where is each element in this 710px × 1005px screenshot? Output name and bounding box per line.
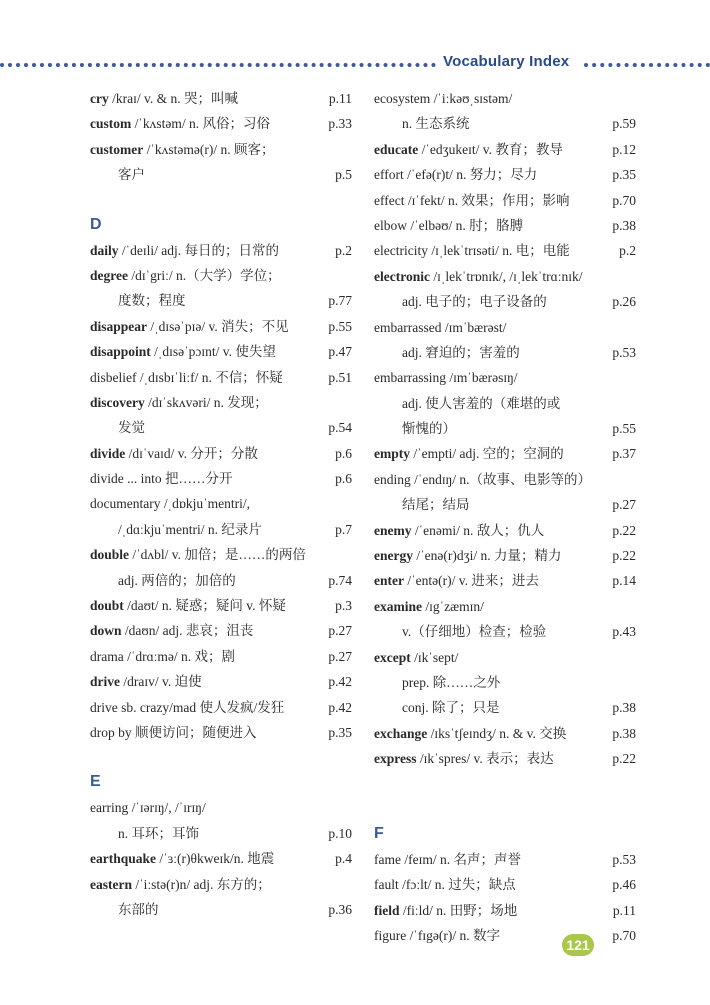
headword: ending <box>374 471 411 487</box>
entry-text <box>374 568 539 593</box>
index-entry <box>374 492 636 517</box>
definition: /dɪˈskʌvəri/ n. 发现； <box>144 394 268 410</box>
page-number-badge: 121 <box>562 934 594 956</box>
headword: exchange <box>374 725 428 741</box>
index-entry <box>90 568 352 593</box>
headword: customer <box>90 141 144 157</box>
definition: 东部的 <box>118 901 159 917</box>
headword: energy <box>374 548 413 564</box>
entry-text <box>374 721 566 746</box>
definition: /ɪgˈzæmɪn/ <box>422 598 484 614</box>
index-entry <box>374 162 636 187</box>
headword: except <box>374 649 411 665</box>
page-ref: p.6 <box>335 471 352 487</box>
page-ref: p.38 <box>612 700 636 716</box>
headword: drive sb. crazy/mad <box>90 699 197 715</box>
index-entry <box>374 645 636 670</box>
entry-text <box>90 491 250 516</box>
index-entry <box>374 315 636 340</box>
page-ref: p.22 <box>612 751 636 767</box>
page-ref: p.70 <box>612 928 636 944</box>
index-entry <box>374 416 636 441</box>
entry-text <box>374 315 506 340</box>
headword: enemy <box>374 522 412 538</box>
index-entry <box>374 86 636 111</box>
page-ref: p.37 <box>612 446 636 462</box>
definition: /ɪˌlekˈtrɪsəti/ n. 电；电能 <box>427 243 570 259</box>
entry-text <box>374 264 582 289</box>
entry-text <box>90 314 289 339</box>
headword: disbelief <box>90 369 137 385</box>
definition: 使人发疯/发狂 <box>196 699 285 715</box>
headword: educate <box>374 141 419 157</box>
page-ref: p.2 <box>335 242 352 258</box>
index-entry <box>90 137 352 162</box>
entry-text <box>90 339 276 364</box>
definition: /ˈenə(r)dʒi/ n. 力量；精力 <box>412 548 562 564</box>
entry-text <box>90 517 262 542</box>
headword: empty <box>374 446 410 462</box>
entry-text <box>374 441 564 466</box>
entry-text <box>90 390 268 415</box>
headword: eastern <box>90 876 132 892</box>
page-ref: p.46 <box>612 877 636 893</box>
entry-text <box>90 872 271 897</box>
index-entry <box>374 188 636 213</box>
definition: /ˈɪərɪŋ/, /ˈɪrɪŋ/ <box>128 800 206 816</box>
definition: /ˌdɪsəˈpɪə/ v. 消失；不见 <box>147 318 289 334</box>
index-entry <box>374 568 636 593</box>
index-entry <box>374 518 636 543</box>
definition: /draɪv/ v. 迫使 <box>120 674 202 690</box>
definition: 把……分开 <box>161 471 233 487</box>
headword: divide ... into <box>90 471 162 487</box>
entry-text <box>374 86 512 111</box>
headword: examine <box>374 598 422 614</box>
index-entry <box>374 847 636 872</box>
header-dotted-rule-left <box>0 63 436 67</box>
left-column <box>90 86 352 922</box>
headword: fault <box>374 877 399 893</box>
definition: /ˈkʌstəm/ n. 风俗；习俗 <box>131 116 270 132</box>
definition: n. 耳环；耳饰 <box>118 825 199 841</box>
section-letter <box>374 797 636 847</box>
definition: 客户 <box>118 167 145 183</box>
definition: /fɔːlt/ n. 过失；缺点 <box>398 877 516 893</box>
index-entry <box>90 795 352 820</box>
entry-text <box>90 618 253 643</box>
page-ref: p.38 <box>612 725 636 741</box>
index-entry <box>374 441 636 466</box>
headword: ecosystem <box>374 91 431 106</box>
index-entry <box>90 390 352 415</box>
definition: 发觉 <box>118 420 145 436</box>
definition: /ˈiːkəʊˌsɪstəm/ <box>430 91 513 106</box>
headword: earthquake <box>90 851 157 867</box>
index-entry <box>374 467 636 492</box>
definition: /ˌdɑːkjuˈmentri/ n. 纪录片 <box>118 521 262 537</box>
entry-text <box>374 492 470 517</box>
index-entry <box>374 391 636 416</box>
entry-text <box>90 669 202 694</box>
entry-text <box>374 391 560 416</box>
definition: /daʊn/ adj. 悲哀；沮丧 <box>121 623 254 639</box>
page-ref: p.22 <box>612 522 636 538</box>
index-entry <box>90 644 352 669</box>
letter-label: F <box>374 824 384 842</box>
entry-text <box>90 365 283 390</box>
page-ref: p.10 <box>328 825 352 841</box>
entry-text <box>374 188 569 213</box>
page-ref: p.14 <box>612 573 636 589</box>
entry-text <box>90 795 206 820</box>
letter-label: E <box>90 773 101 791</box>
definition: /ɪkˈsept/ <box>410 649 459 665</box>
index-entry <box>374 923 636 948</box>
page-ref: p.11 <box>612 902 636 918</box>
definition: /ˌdɪsbɪˈliːf/ n. 不信；怀疑 <box>136 369 283 385</box>
headword: drop by <box>90 724 132 740</box>
entry-text <box>90 415 145 440</box>
index-entry <box>90 86 352 111</box>
definition: /ˌdɪsəˈpɔɪnt/ v. 使失望 <box>150 344 276 360</box>
page-ref: p.35 <box>612 167 636 183</box>
index-entry <box>90 542 352 567</box>
page-ref: p.26 <box>612 294 636 310</box>
definition: /ɪˌlekˈtrɒnɪk/, /ɪˌlekˈtrɑːnɪk/ <box>429 268 583 284</box>
page-ref: p.33 <box>328 116 352 132</box>
page-ref: p.36 <box>328 901 352 917</box>
headword: effort <box>374 167 404 183</box>
page-ref: p.3 <box>335 598 352 614</box>
page-ref: p.42 <box>328 674 352 690</box>
index-entry <box>90 821 352 846</box>
definition: 顺便访问；随便进入 <box>131 724 257 740</box>
index-entry <box>90 897 352 922</box>
headword: disappear <box>90 318 148 334</box>
page-ref: p.27 <box>612 497 636 513</box>
definition: /ɪmˈbærəsɪŋ/ <box>445 370 518 386</box>
headword: daily <box>90 242 119 258</box>
headword: embarrassing <box>374 370 446 386</box>
page-ref: p.51 <box>328 369 352 385</box>
definition: /ˈelbəʊ/ n. 肘；胳膊 <box>407 217 524 233</box>
page-ref: p.38 <box>612 217 636 233</box>
definition: 结尾；结局 <box>402 497 470 513</box>
definition: n. 生态系统 <box>402 116 470 132</box>
page-ref: p.53 <box>612 344 636 360</box>
headword: divide <box>90 445 126 461</box>
entry-text <box>374 594 484 619</box>
definition: /ˈentə(r)/ v. 进来；进去 <box>403 573 539 589</box>
page-ref: p.70 <box>612 192 636 208</box>
page-ref: p.47 <box>328 344 352 360</box>
entry-text <box>90 288 186 313</box>
index-entry <box>90 669 352 694</box>
entry-text <box>374 898 517 923</box>
headword: doubt <box>90 598 124 614</box>
definition: /dɪˈvaɪd/ v. 分开；分散 <box>125 445 258 461</box>
entry-text <box>90 897 159 922</box>
page-ref: p.2 <box>619 243 636 259</box>
entry-text <box>374 365 518 390</box>
entry-text <box>374 238 570 263</box>
index-entry <box>90 365 352 390</box>
headword: disappoint <box>90 344 151 360</box>
index-entry <box>90 263 352 288</box>
index-entry <box>90 872 352 897</box>
letter-label: D <box>90 215 102 233</box>
index-entry <box>90 695 352 720</box>
definition: /daʊt/ n. 疑惑；疑问 v. 怀疑 <box>123 598 286 614</box>
definition: /ˈɜː(r)θkweɪk/n. 地震 <box>156 851 275 867</box>
definition: /ˈendɪŋ/ n.（故事、电影等的） <box>410 471 592 487</box>
entry-text <box>90 821 199 846</box>
headword: figure <box>374 928 407 944</box>
entry-text <box>90 466 233 491</box>
entry-text <box>90 263 281 288</box>
page-ref: p.5 <box>335 167 352 183</box>
index-entry <box>90 288 352 313</box>
definition: /dɪˈgriː/ n.（大学）学位； <box>127 267 281 283</box>
entry-text <box>90 846 274 871</box>
entry-text <box>90 137 274 162</box>
headword: degree <box>90 267 128 283</box>
entry-text <box>374 162 537 187</box>
headword: earring <box>90 800 129 816</box>
index-entry <box>90 111 352 136</box>
definition: /ɪˈfekt/ n. 效果；作用；影响 <box>404 192 570 208</box>
headword: fame <box>374 851 401 867</box>
entry-text <box>374 111 470 136</box>
entry-text <box>374 847 521 872</box>
definition: /ˈdeɪli/ adj. 每日的；日常的 <box>118 242 279 258</box>
definition: /kraɪ/ v. & n. 哭；叫喊 <box>108 91 238 106</box>
headword: documentary <box>90 496 161 512</box>
page-ref: p.43 <box>612 624 636 640</box>
index-entry <box>374 619 636 644</box>
definition: /ˈedʒukeɪt/ v. 教育；教导 <box>418 141 563 157</box>
page-ref: p.54 <box>328 420 352 436</box>
definition: /fiːld/ n. 田野；场地 <box>399 902 518 918</box>
entry-text <box>374 213 523 238</box>
page-ref: p.4 <box>335 851 352 867</box>
entry-text <box>90 542 306 567</box>
definition: /ˈempti/ adj. 空的；空洞的 <box>410 446 564 462</box>
header-dotted-rule-right <box>584 63 710 67</box>
entry-text <box>374 746 554 771</box>
definition: conj. 除了；只是 <box>402 700 500 716</box>
page-ref: p.12 <box>612 141 636 157</box>
entry-text <box>374 543 561 568</box>
headword: field <box>374 902 400 918</box>
entry-text <box>90 238 279 263</box>
entry-text <box>90 441 258 466</box>
entry-text <box>374 670 500 695</box>
page-ref: p.53 <box>612 851 636 867</box>
headword: drama <box>90 648 124 664</box>
entry-text <box>374 416 456 441</box>
index-entry <box>374 137 636 162</box>
index-entry <box>374 670 636 695</box>
headword: effect <box>374 192 405 208</box>
index-entry <box>374 365 636 390</box>
entry-text <box>90 86 238 111</box>
definition: /ˈiːstə(r)n/ adj. 东方的； <box>131 876 271 892</box>
entry-text <box>90 720 257 745</box>
page-ref: p.74 <box>328 572 352 588</box>
definition: adj. 使人害羞的（难堪的或 <box>402 395 561 411</box>
page-ref: p.22 <box>612 548 636 564</box>
index-entry <box>374 111 636 136</box>
page-ref: p.55 <box>328 318 352 334</box>
right-column <box>374 86 636 949</box>
definition: prep. 除……之外 <box>402 674 501 690</box>
entry-text <box>374 695 500 720</box>
index-entry <box>374 213 636 238</box>
entry-text <box>90 568 236 593</box>
definition: /feɪm/ n. 名声；声誉 <box>400 851 521 867</box>
index-entry <box>90 466 352 491</box>
index-entry <box>90 517 352 542</box>
entry-text <box>374 340 520 365</box>
entry-text <box>90 162 145 187</box>
index-entry <box>374 264 636 289</box>
headword: cry <box>90 91 109 106</box>
index-entry <box>90 720 352 745</box>
section-letter <box>90 188 352 238</box>
headword: electricity <box>374 243 428 259</box>
index-entry <box>374 746 636 771</box>
headword: embarrassed <box>374 319 442 335</box>
entry-text <box>374 645 458 670</box>
definition: /ˌdɒkjuˈmentri/, <box>160 496 251 512</box>
definition: /ˈefə(r)t/ n. 努力；尽力 <box>403 167 538 183</box>
headword: electronic <box>374 268 430 284</box>
definition: /ɪkˈspres/ v. 表示；表达 <box>416 751 554 767</box>
definition: /ɪmˈbærəst/ <box>441 319 507 335</box>
index-entry <box>90 162 352 187</box>
entry-text <box>90 111 270 136</box>
page-ref: p.6 <box>335 445 352 461</box>
index-entry <box>374 340 636 365</box>
definition: /ˈdrɑːmə/ n. 戏；剧 <box>123 648 236 664</box>
definition: adj. 窘迫的；害羞的 <box>402 344 520 360</box>
definition: /ˈfɪgə(r)/ n. 数字 <box>406 928 500 944</box>
page-ref: p.27 <box>328 648 352 664</box>
page-ref: p.42 <box>328 699 352 715</box>
page-ref: p.55 <box>612 421 636 437</box>
entry-text <box>374 289 547 314</box>
headword: double <box>90 547 130 563</box>
definition: /ˈkʌstəmə(r)/ n. 顾客； <box>143 141 275 157</box>
spacer <box>374 772 636 797</box>
index-entry <box>374 289 636 314</box>
page-ref: p.35 <box>328 724 352 740</box>
headword: discovery <box>90 394 145 410</box>
definition: /ˈdʌbl/ v. 加倍；是……的两倍 <box>129 547 306 563</box>
index-entry <box>90 491 352 516</box>
entry-text <box>374 923 500 948</box>
page-ref: p.7 <box>335 521 352 537</box>
entry-text <box>90 593 286 618</box>
index-entry <box>90 238 352 263</box>
definition: /ɪksˈtʃeɪndʒ/ n. & v. 交换 <box>427 725 567 741</box>
entry-text <box>90 644 235 669</box>
headword: express <box>374 751 417 767</box>
index-entry <box>90 339 352 364</box>
definition: 度数；程度 <box>118 293 186 309</box>
definition: v.（仔细地）检查；检验 <box>402 624 547 640</box>
entry-text <box>90 695 284 720</box>
index-entry <box>374 898 636 923</box>
index-entry <box>90 314 352 339</box>
index-entry <box>374 721 636 746</box>
index-entry <box>90 593 352 618</box>
page-header-title: Vocabulary Index <box>443 53 570 70</box>
headword: enter <box>374 573 404 589</box>
headword: elbow <box>374 217 407 233</box>
headword: custom <box>90 116 132 132</box>
definition: 惭愧的） <box>402 421 456 437</box>
definition: adj. 电子的；电子设备的 <box>402 294 547 310</box>
entry-text <box>374 137 563 162</box>
index-entry <box>374 543 636 568</box>
index-entry <box>374 872 636 897</box>
entry-text <box>374 467 591 492</box>
page-ref: p.77 <box>328 293 352 309</box>
entry-text <box>374 619 546 644</box>
page-ref: p.27 <box>328 623 352 639</box>
entry-text <box>374 872 516 897</box>
definition: adj. 两倍的；加倍的 <box>118 572 236 588</box>
index-entry <box>374 238 636 263</box>
section-letter <box>90 745 352 795</box>
definition: /ˈenəmi/ n. 敌人；仇人 <box>411 522 545 538</box>
index-entry <box>374 695 636 720</box>
headword: down <box>90 623 122 639</box>
page-ref: p.59 <box>612 116 636 132</box>
index-entry <box>90 415 352 440</box>
index-entry <box>90 846 352 871</box>
index-entry <box>90 441 352 466</box>
page-ref: p.11 <box>328 91 352 106</box>
index-entry <box>374 594 636 619</box>
entry-text <box>374 518 544 543</box>
index-entry <box>90 618 352 643</box>
headword: drive <box>90 674 120 690</box>
